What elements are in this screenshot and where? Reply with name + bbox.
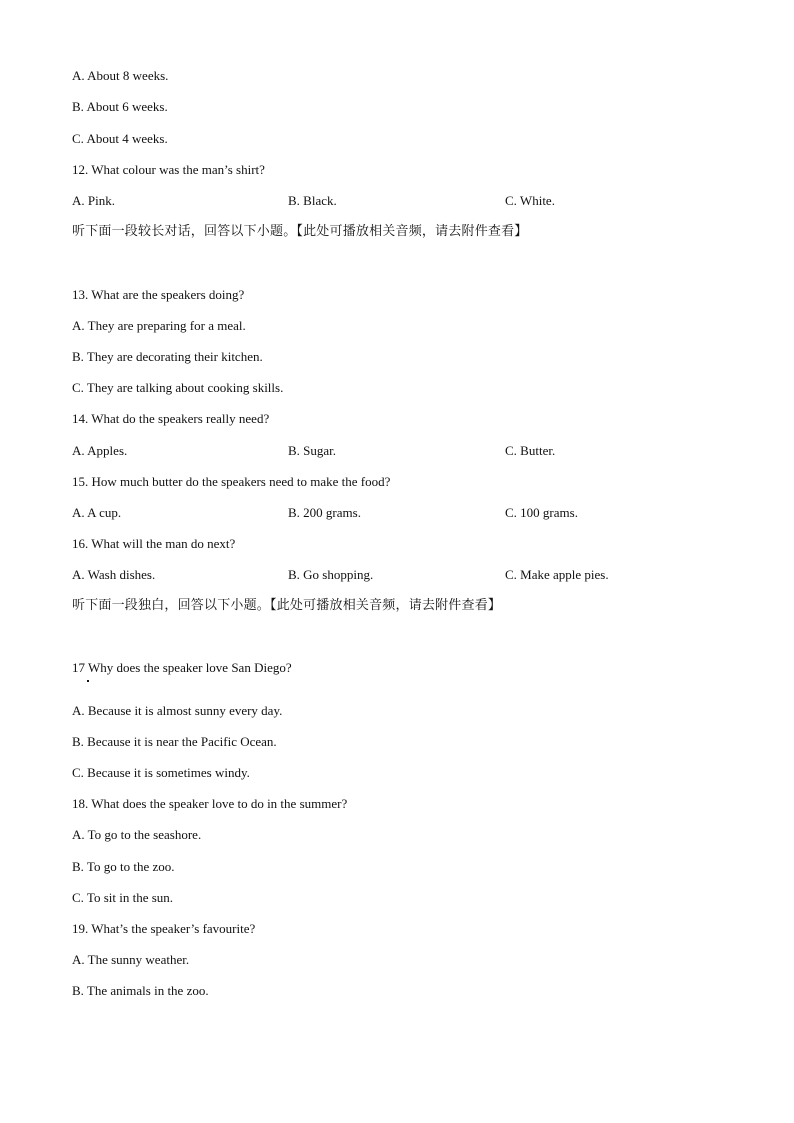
q18-question: 18. What does the speaker love to do in the summer?: [72, 796, 348, 811]
q14-question: 14. What do the speakers really need?: [72, 411, 270, 426]
q18-option-b: B. To go to the zoo.: [72, 859, 175, 874]
q13-option-a: A. They are preparing for a meal.: [72, 318, 246, 333]
q18-option-c: C. To sit in the sun.: [72, 890, 174, 905]
q13-option-b: B. They are decorating their kitchen.: [72, 349, 263, 364]
stray-dot-mark: [87, 680, 89, 682]
q14-option-c: C. Butter.: [505, 443, 556, 458]
q13-option-c: C. They are talking about cooking skills.: [72, 380, 284, 395]
q14-option-a: A. Apples.: [72, 443, 128, 458]
q12-option-a: A. Pink.: [72, 193, 115, 208]
q19-question: 19. What’s the speaker’s favourite?: [72, 921, 256, 936]
q11-option-c: C. About 4 weeks.: [72, 131, 168, 146]
q11-option-b: B. About 6 weeks.: [72, 99, 168, 114]
q18-option-a: A. To go to the seashore.: [72, 827, 202, 842]
q14-option-b: B. Sugar.: [288, 443, 337, 458]
q15-option-a: A. A cup.: [72, 505, 122, 520]
q19-option-b: B. The animals in the zoo.: [72, 983, 209, 998]
q16-option-b: B. Go shopping.: [288, 567, 374, 582]
q16-option-a: A. Wash dishes.: [72, 567, 156, 582]
q17-option-c: C. Because it is sometimes windy.: [72, 765, 250, 780]
q15-question: 15. How much butter do the speakers need to make the food?: [72, 474, 391, 489]
q15-option-b: B. 200 grams.: [288, 505, 361, 520]
q12-option-c: C. White.: [505, 193, 555, 208]
dialogue-instruction: 听下面一段较长对话，回答以下小题。【此处可播放相关音频，请去附件查看】: [72, 224, 528, 239]
q16-option-c: C. Make apple pies.: [505, 567, 609, 582]
q11-option-a: A. About 8 weeks.: [72, 68, 169, 83]
q17-question: 17 Why does the speaker love San Diego?: [72, 660, 292, 675]
q12-question: 12. What colour was the man’s shirt?: [72, 162, 265, 177]
q12-option-b: B. Black.: [288, 193, 337, 208]
q16-question: 16. What will the man do next?: [72, 536, 236, 551]
q17-option-a: A. Because it is almost sunny every day.: [72, 703, 283, 718]
q17-option-b: B. Because it is near the Pacific Ocean.: [72, 734, 277, 749]
q15-option-c: C. 100 grams.: [505, 505, 578, 520]
monologue-instruction: 听下面一段独白，回答以下小题。【此处可播放相关音频，请去附件查看】: [72, 598, 502, 613]
q19-option-a: A. The sunny weather.: [72, 952, 190, 967]
q13-question: 13. What are the speakers doing?: [72, 287, 245, 302]
